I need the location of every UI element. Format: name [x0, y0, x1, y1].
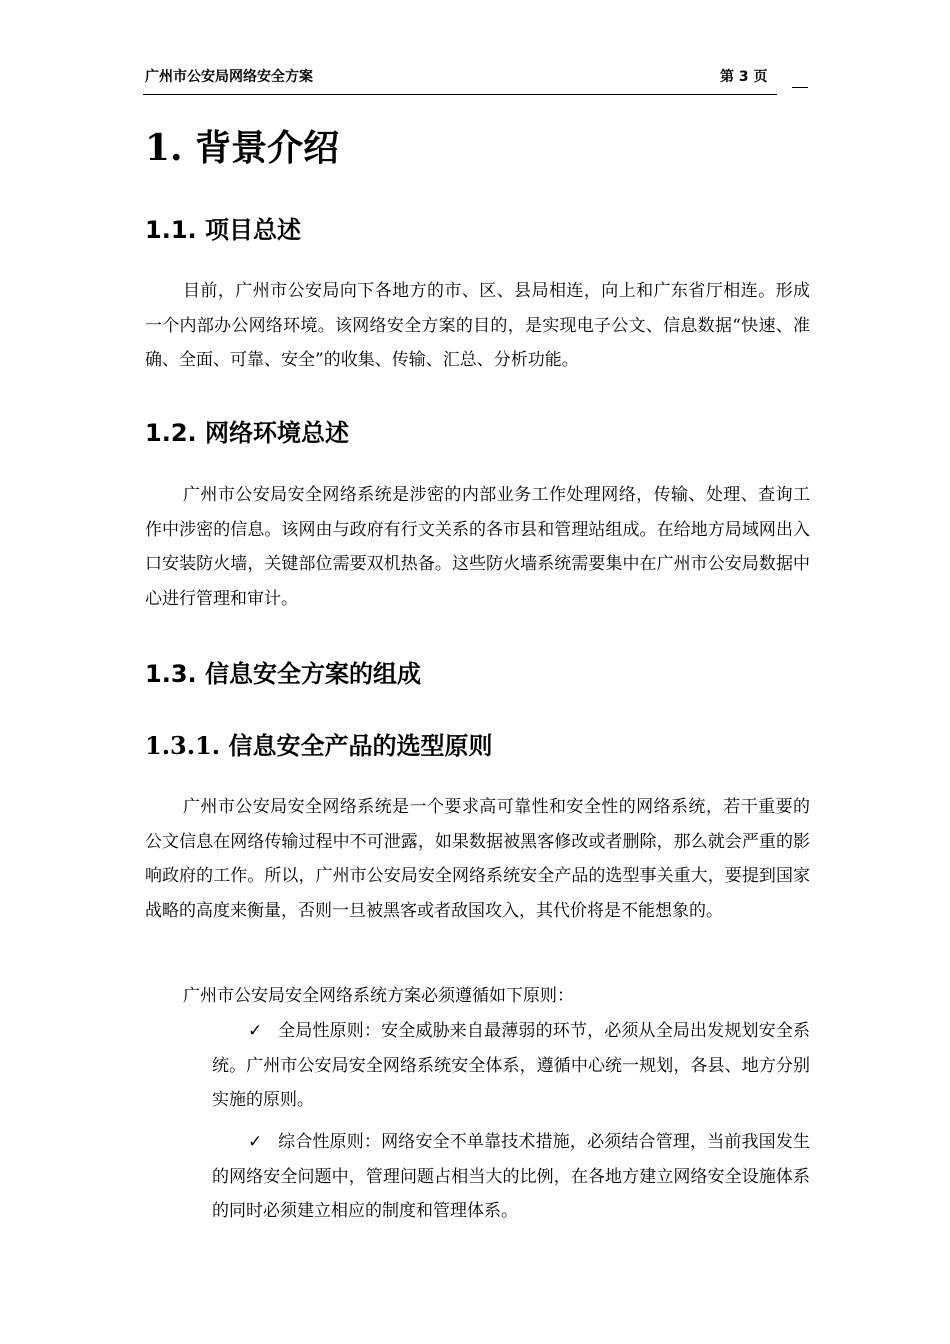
heading-1-3-1-selection: 1.3.1. 信息安全产品的选型原则: [145, 731, 493, 760]
page-number: 第 3 页: [720, 69, 768, 85]
bullet-text: 综合性原则：网络安全不单靠技术措施，必须结合管理，当前我国发生的网络安全问题中，管理问题占相当大的比例，在各地方建立网络安全设施体系的同时必须建立相应的制度和管理体系。: [212, 1132, 810, 1221]
paragraph-project-overview: 目前，广州市公安局向下各地方的市、区、县局相连，向上和广东省厅相连。形成一个内部办公网络环境。该网络安全方案的目的，是实现电子公文、信息数据“快速、准确、全面、可靠、安全”的收集、传输、汇总、分析功能。: [145, 281, 810, 370]
checkmark-icon: ✓: [248, 1021, 263, 1041]
header-rule: [143, 94, 777, 95]
heading-1-1-overview: 1.1. 项目总述: [145, 216, 301, 244]
heading-1-3-composition: 1.3. 信息安全方案的组成: [145, 660, 421, 688]
paragraph-selection-intro: 广州市公安局安全网络系统是一个要求高可靠性和安全性的网络系统，若干重要的公文信息在网络传输过程中不可泄露，如果数据被黑客修改或者删除，那么就会严重的影响政府的工作。所以，广州市公安局安全网络系统安全产品的选型事关重大，要提到国家战略的高度来衡量，否则一旦被黑客或者敌国攻入，其代价将是不能想象的。: [145, 797, 810, 921]
bullet-global-principle: [212, 1014, 810, 1118]
paragraph-principles-lead: 广州市公安局安全网络系统方案必须遵循如下原则：: [183, 986, 574, 1006]
checkmark-icon: ✓: [248, 1132, 263, 1152]
header-title: 广州市公安局网络安全方案: [145, 69, 313, 85]
heading-1-background: 1. 背景介绍: [145, 127, 340, 169]
bullet-text: 全局性原则：安全威胁来自最薄弱的环节，必须从全局出发规划安全系统。广州市公安局安全网络系统安全体系，遵循中心统一规划，各县、地方分别实施的原则。: [212, 1021, 810, 1110]
paragraph-network-overview: 广州市公安局安全网络系统是涉密的内部业务工作处理网络，传输、处理、查询工作中涉密的信息。该网由与政府有行文关系的各市县和管理站组成。在给地方局域网出入口安装防火墙，关键部位需要双机热备。这些防火墙系统需要集中在广州市公安局数据中心进行管理和审计。: [145, 485, 810, 609]
heading-1-2-network: 1.2. 网络环境总述: [145, 419, 349, 447]
bullet-comprehensive-principle: [212, 1125, 810, 1229]
header-dash: [792, 87, 808, 88]
